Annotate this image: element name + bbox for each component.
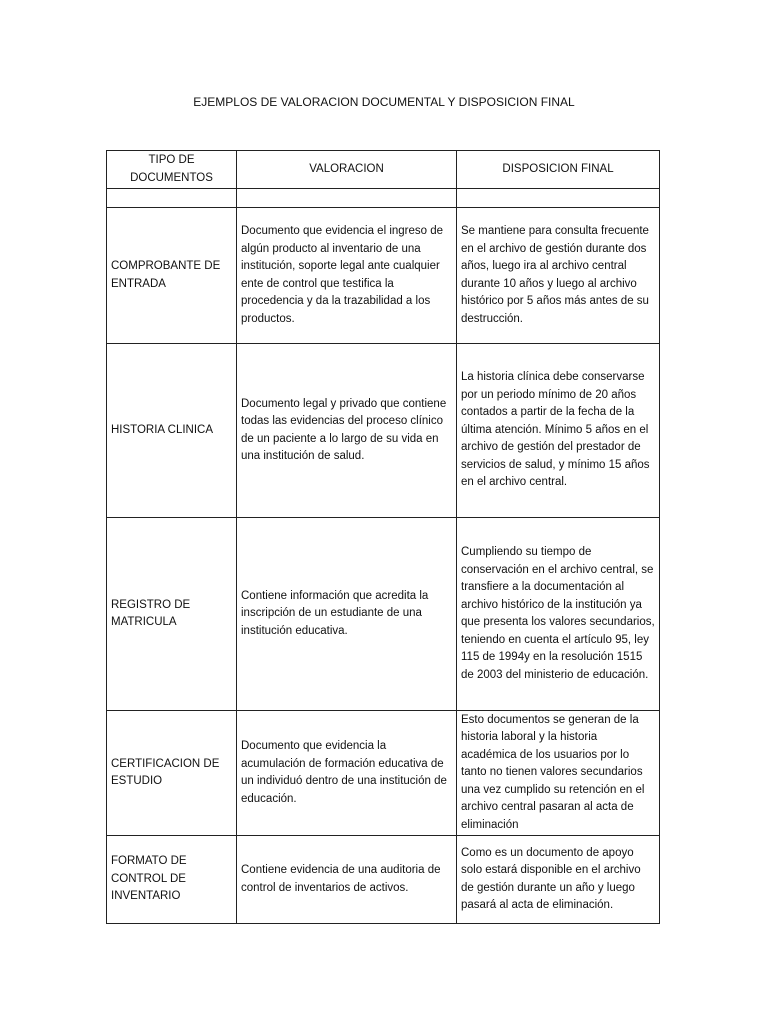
table-empty-row: [107, 189, 660, 208]
cell-disposicion: Como es un documento de apoyo solo estará disponible en el archivo de gestión durante un año y luego pasará al acta de eliminación.: [457, 836, 660, 924]
valoracion-table: [106, 150, 660, 924]
table-row: [107, 711, 660, 836]
table-header-row: [107, 151, 660, 189]
cell-valoracion: Contiene información que acredita la inscripción de un estudiante de una institución educativa.: [237, 518, 457, 711]
table-row: [107, 208, 660, 344]
header-valoracion: VALORACION: [237, 151, 457, 189]
cell-disposicion: La historia clínica debe conservarse por un periodo mínimo de 20 años contados a partir de la fecha de la última atención. Mínimo 5 años en el archivo de gestión del prestador de servicios de salud, y mínimo 15 años en el archivo central.: [457, 344, 660, 518]
cell-disposicion: Cumpliendo su tiempo de conservación en el archivo central, se transfiere a la documentación al archivo histórico de la institución ya que presenta los valores secundarios, teniendo en cuenta el artículo 95, ley 115 de 1994y en la resolución 1515 de 2003 del ministerio de educación.: [457, 518, 660, 711]
cell-disposicion: Esto documentos se generan de la historia laboral y la historia académica de los usuarios por lo tanto no tienen valores secundarios una vez cumplido su retención en el archivo central pasaran al acta de eliminación: [457, 711, 660, 836]
cell-valoracion: Documento legal y privado que contiene todas las evidencias del proceso clínico de un paciente a lo largo de su vida en una institución de salud.: [237, 344, 457, 518]
cell-tipo: FORMATO DE CONTROL DE INVENTARIO: [107, 836, 237, 924]
header-disposicion: DISPOSICION FINAL: [457, 151, 660, 189]
cell-tipo: CERTIFICACION DE ESTUDIO: [107, 711, 237, 836]
table-row: [107, 836, 660, 924]
cell-valoracion: Documento que evidencia el ingreso de algún producto al inventario de una institución, soporte legal ante cualquier ente de control que testifica la procedencia y da la trazabilidad a los productos.: [237, 208, 457, 344]
cell-tipo: REGISTRO DE MATRICULA: [107, 518, 237, 711]
cell-tipo: HISTORIA CLINICA: [107, 344, 237, 518]
cell-valoracion: Documento que evidencia la acumulación de formación educativa de un individuó dentro de una institución de educación.: [237, 711, 457, 836]
cell-tipo: COMPROBANTE DE ENTRADA: [107, 208, 237, 344]
cell-valoracion: Contiene evidencia de una auditoria de control de inventarios de activos.: [237, 836, 457, 924]
table-row: [107, 344, 660, 518]
table-row: [107, 518, 660, 711]
page-title: EJEMPLOS DE VALORACION DOCUMENTAL Y DISPOSICION FINAL: [193, 95, 575, 109]
header-tipo: TIPO DE DOCUMENTOS: [107, 151, 237, 189]
cell-disposicion: Se mantiene para consulta frecuente en el archivo de gestión durante dos años, luego ira al archivo central durante 10 años y luego al archivo histórico por 5 años más antes de su destrucción.: [457, 208, 660, 344]
